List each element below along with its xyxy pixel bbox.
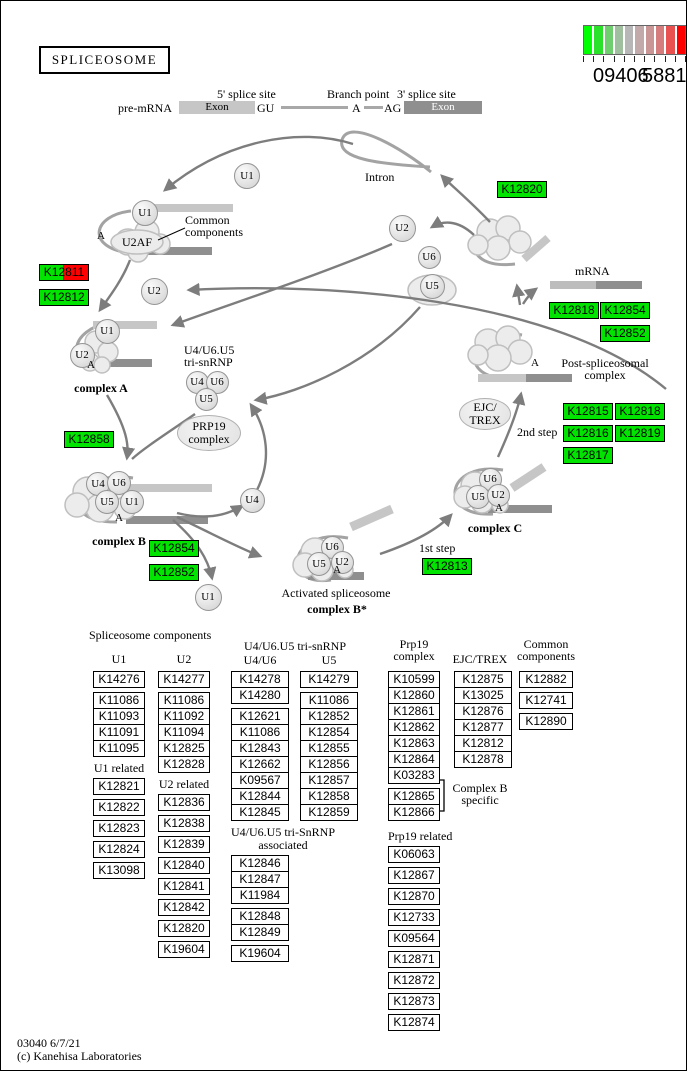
ko-box-K12866[interactable]: K12866 [388,804,440,821]
component-column-ejc-trex [454,671,512,768]
ko-box-K12733[interactable]: K12733 [388,909,440,926]
exon-bars [86,101,642,580]
ko-box-K12873[interactable]: K12873 [388,993,440,1010]
ko-box-K12874[interactable]: K12874 [388,1014,440,1031]
ko-box-K12820[interactable]: K12820 [158,920,210,937]
ko-box-K12828[interactable]: K12828 [158,756,210,773]
column-sublabel: Prp19 related [388,829,453,843]
group-header-tri-snrnp: U4/U6.U5 tri-snRNP [243,639,346,653]
scale-number-left: 09406 [593,65,649,87]
ko-box-K12877[interactable]: K12877 [454,719,512,736]
ko-box-K12870[interactable]: K12870 [388,888,440,905]
ko-box-K12842[interactable]: K12842 [158,899,210,916]
ko-box-K10599[interactable]: K10599 [388,671,440,688]
ko-box-K12848[interactable]: K12848 [231,908,289,925]
snrnp-circle-u1[interactable]: U1 [132,200,158,226]
ko-box-K12741[interactable]: K12741 [519,692,573,709]
ko-box-K14279[interactable]: K14279 [300,671,358,688]
ko-box-K12817[interactable]: K12817 [563,447,613,464]
column-header-u2: U2 [176,652,192,666]
column-header-u4u6: U4/U6 [243,653,277,667]
copyright: (c) Kanehisa Laboratories [17,1049,142,1063]
ko-box-K12812[interactable]: K12812 [39,289,89,306]
ko-box-K11095[interactable]: K11095 [93,740,145,757]
scale-tick [624,56,625,62]
scale-segment [605,26,613,54]
snrnp-circle-u6[interactable]: U6 [418,246,441,269]
scale-tick [593,56,594,62]
snrnp-circle-u6[interactable]: U6 [321,536,344,559]
ko-box-K12882[interactable]: K12882 [519,671,573,688]
ko-box-K11094[interactable]: K11094 [158,724,210,741]
label-ag: AG [384,101,402,115]
pathway-title-box[interactable] [39,46,170,74]
ko-box-K11984[interactable]: K11984 [231,887,289,904]
label-complex-c: complex C [467,521,523,535]
label-pre-mrna: pre-mRNA [118,101,172,115]
ko-box-K12858[interactable]: K12858 [300,788,358,805]
ko-box-K12841[interactable]: K12841 [158,878,210,895]
pathway-title: SPLICEOSOME [51,52,158,67]
ko-box-K12860[interactable]: K12860 [388,687,440,704]
scale-segment [646,26,654,54]
snrnp-circle-u2[interactable]: U2 [389,215,416,242]
label-tri-snrnp-2: tri-snRNP [184,355,233,369]
ko-box-K12840[interactable]: K12840 [158,857,210,874]
scale-tick [654,56,655,62]
ko-box-K12854[interactable]: K12854 [149,540,199,557]
ko-box-K12820[interactable]: K12820 [497,181,547,198]
column-header-common-1: Common [523,637,569,651]
ko-box-K12871[interactable]: K12871 [388,951,440,968]
snrnp-circle-u4[interactable]: U4 [86,472,110,496]
ko-box-K12845[interactable]: K12845 [231,804,289,821]
ko-box-K12662[interactable]: K12662 [231,756,289,773]
column-gap [388,821,440,825]
ko-box-K13025[interactable]: K13025 [454,687,512,704]
label-gu: GU [257,101,275,115]
label-second-step: 2nd step [517,425,558,439]
snrnp-circle-u5[interactable]: U5 [466,485,490,509]
column-header-ejc-trex: EJC/TREX [452,652,508,666]
ko-box-K12862[interactable]: K12862 [388,719,440,736]
snrnp-circle-u4[interactable]: U4 [186,371,209,394]
ko-box-K12816[interactable]: K12816 [563,425,613,442]
ko-box-K11086[interactable]: K11086 [300,692,358,709]
ko-box-K12878[interactable]: K12878 [454,751,512,768]
ko-box-K12823[interactable]: K12823 [93,820,145,837]
label-common-components-2: components [185,225,243,239]
snrnp-circle-u2[interactable]: U2 [487,484,510,507]
ko-box-K12813[interactable]: K12813 [422,558,472,575]
ko-box-K12856[interactable]: K12856 [300,756,358,773]
scale-ticks [583,56,686,62]
ko-box-K09564[interactable]: K09564 [388,930,440,947]
ko-box-K12875[interactable]: K12875 [454,671,512,688]
prp19-complex-line2: complex [188,432,230,446]
ko-box-K12822[interactable]: K12822 [93,799,145,816]
ko-box-K12824[interactable]: K12824 [93,841,145,858]
ko-box-K12811[interactable]: K12811 [39,264,89,281]
pathway-id-date: 03040 6/7/21 [17,1036,81,1050]
ejc-trex-line2: TREX [469,413,501,427]
ko-box-K12876[interactable]: K12876 [454,703,512,720]
ko-box-K12821[interactable]: K12821 [93,778,145,795]
scale-bar [583,25,686,55]
scale-segment [584,26,592,54]
ko-box-K12861[interactable]: K12861 [388,703,440,720]
label-u2af[interactable]: U2AF [121,235,152,249]
ko-box-K12890[interactable]: K12890 [519,713,573,730]
ko-box-K12857[interactable]: K12857 [300,772,358,789]
exon-right: Exon [431,101,455,113]
ko-box-K12812[interactable]: K12812 [454,735,512,752]
ko-box-K14277[interactable]: K14277 [158,671,210,688]
ko-box-K12819[interactable]: K12819 [615,425,665,442]
section-title-components: Spliceosome components [89,628,212,642]
ko-box-K12847[interactable]: K12847 [231,871,289,888]
scale-segment [615,26,623,54]
scale-tick [614,56,615,62]
label-first-step: 1st step [419,541,456,555]
ko-box-K11092[interactable]: K11092 [158,708,210,725]
label-post-spliceosomal-2: complex [584,368,626,382]
snrnp-circle-u2[interactable]: U2 [141,278,168,305]
ko-box-K06063[interactable]: K06063 [388,846,440,863]
snrnp-circle-u1[interactable]: U1 [195,584,222,611]
ko-box-K03283[interactable]: K03283 [388,767,440,784]
column-sublabel: U4/U6.U5 tri-SnRNP associated [231,825,336,852]
exon-left: Exon [205,101,229,113]
scale-segment [677,26,685,54]
ko-box-K12854[interactable]: K12854 [600,302,650,319]
label-complex-b: complex B [92,534,146,548]
ko-box-K19604[interactable]: K19604 [158,941,210,958]
expression-scale [583,25,687,87]
label-complex-a: complex A [74,381,128,395]
ko-box-K11093[interactable]: K11093 [93,708,145,725]
ko-box-K12843[interactable]: K12843 [231,740,289,757]
component-column-prp19 [388,671,453,1031]
prp19-complex-node[interactable] [177,415,241,451]
label-complex-b-specific-2: specific [461,793,499,807]
snrnp-circle-u6[interactable]: U6 [107,471,131,495]
ko-box-K12836[interactable]: K12836 [158,794,210,811]
column-header-u5: U5 [321,653,337,667]
ko-box-K12818[interactable]: K12818 [615,403,665,420]
scale-tick [644,56,645,62]
column-header-common-2: components [517,649,575,663]
snrnp-circle-u2[interactable]: U2 [331,551,354,574]
ko-box-K12858[interactable]: K12858 [64,431,114,448]
ko-box-K09567[interactable]: K09567 [231,772,289,789]
ko-box-K11086[interactable]: K11086 [93,692,145,709]
branch-point-a: A [495,502,503,514]
label-complex-b-specific-1: Complex B [452,781,508,795]
ko-box-K13098[interactable]: K13098 [93,862,145,879]
component-column-u1 [93,671,145,879]
ko-box-K12846[interactable]: K12846 [231,855,289,872]
scale-tick [603,56,604,62]
snrnp-circle-u6[interactable]: U6 [479,468,502,491]
label-post-spliceosomal-1: Post-spliceosomal [561,356,649,370]
ko-box-K12621[interactable]: K12621 [231,708,289,725]
branch-point-a: A [87,359,95,371]
snrnp-circle-u1[interactable]: U1 [120,490,144,514]
scale-tick [675,56,676,62]
column-header-prp19-2: complex [393,649,435,663]
label-activated-spliceosome: Activated spliceosome [281,586,391,600]
label-tri-snrnp-1: U4/U6.U5 [184,343,235,357]
scale-segment [594,26,602,54]
scale-tick [685,56,686,62]
ko-box-K12867[interactable]: K12867 [388,867,440,884]
ko-box-K14278[interactable]: K14278 [231,671,289,688]
ejc-trex-line1: EJC/ [473,400,497,414]
scale-segment [656,26,664,54]
label-intron: Intron [365,170,395,184]
component-column-u5 [300,671,358,821]
snrnp-circle-u2[interactable]: U2 [70,343,95,368]
snrnp-circle-u1[interactable]: U1 [234,163,260,189]
branch-point-a: A [531,357,539,369]
ko-box-K12854[interactable]: K12854 [300,724,358,741]
snrnp-circle-u4[interactable]: U4 [240,488,265,513]
ko-box-K12855[interactable]: K12855 [300,740,358,757]
branch-point-a: A [333,564,341,576]
scale-number-right: 5881 [642,65,687,87]
snrnp-circle-u5[interactable]: U5 [420,274,445,299]
ko-box-K12852[interactable]: K12852 [300,708,358,725]
ko-box-K12852[interactable]: K12852 [149,564,199,581]
ko-box-K12849[interactable]: K12849 [231,924,289,941]
column-sublabel: U1 related [93,761,145,775]
ko-box-K11086[interactable]: K11086 [231,724,289,741]
ko-box-K12864[interactable]: K12864 [388,751,440,768]
snrnp-circle-u6[interactable]: U6 [206,371,229,394]
label-branch-point: Branch point [327,87,390,101]
label-common-components-1: Common [185,213,230,227]
ko-box-K12815[interactable]: K12815 [563,403,613,420]
prp19-complex-line1: PRP19 [192,419,226,433]
ko-box-K14280[interactable]: K14280 [231,687,289,704]
snrnp-circle-u5[interactable]: U5 [195,388,218,411]
scale-segment [635,26,643,54]
label-5-splice-site: 5' splice site [217,87,276,101]
snrnp-circle-u5[interactable]: U5 [95,490,119,514]
ko-box-K12838[interactable]: K12838 [158,815,210,832]
ko-box-K12859[interactable]: K12859 [300,804,358,821]
ko-box-K12863[interactable]: K12863 [388,735,440,752]
component-column-u2 [158,671,210,958]
column-header-prp19-1: Prp19 [399,637,429,651]
label-3-splice-site: 3' splice site [397,87,456,101]
ko-box-K14276[interactable]: K14276 [93,671,145,688]
ko-box-K12839[interactable]: K12839 [158,836,210,853]
snrnp-circle-u1[interactable]: U1 [95,319,120,344]
label-complex-b-star: complex B* [307,602,367,616]
ko-box-K12872[interactable]: K12872 [388,972,440,989]
branch-point-a: A [115,512,123,524]
column-header-u1: U1 [111,652,127,666]
ko-box-K19604[interactable]: K19604 [231,945,289,962]
branch-point-a: A [97,230,105,242]
ko-box-K11091[interactable]: K11091 [93,724,145,741]
ko-box-K12865[interactable]: K12865 [388,788,440,805]
scale-tick [583,56,584,62]
scale-tick [665,56,666,62]
snrnp-circle-u5[interactable]: U5 [307,552,331,576]
scale-segment [625,26,633,54]
scale-segment [666,26,674,54]
component-column-common [519,671,573,730]
ejc-trex-node[interactable] [459,398,511,430]
scale-tick [634,56,635,62]
ko-box-K12825[interactable]: K12825 [158,740,210,757]
label-mrna: mRNA [575,264,610,278]
ko-box-K12844[interactable]: K12844 [231,788,289,805]
ko-box-K12852[interactable]: K12852 [600,325,650,342]
label-branch-a: A [352,101,361,115]
ko-box-K12818[interactable]: K12818 [549,302,599,319]
column-sublabel: U2 related [158,777,210,791]
ko-box-K11086[interactable]: K11086 [158,692,210,709]
